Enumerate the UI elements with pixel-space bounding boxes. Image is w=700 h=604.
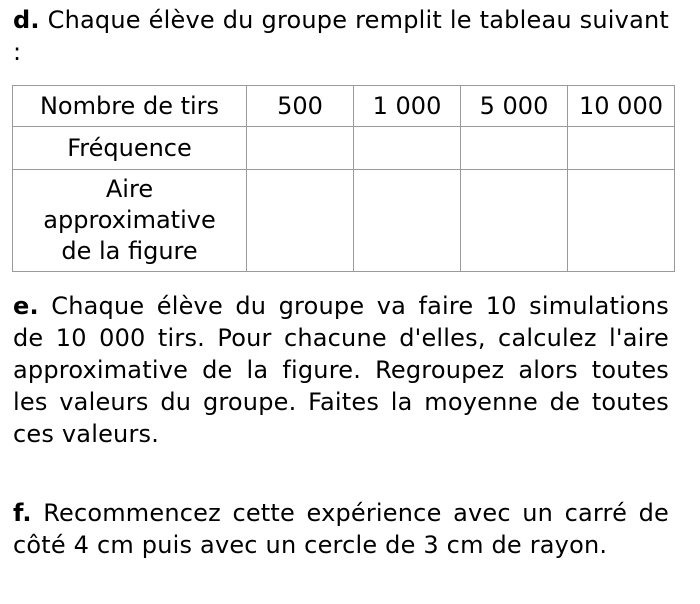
instruction-e-text: Chaque élève du groupe va faire 10 simulations de 10 000 tirs. Pour chacune d'elles, calculez l'aire approximative de la figure. Regroupez alors toutes les valeurs du groupe. Faites la moyenne de toutes ces valeurs. xyxy=(13,292,669,448)
instruction-d xyxy=(13,4,669,68)
empty-cell xyxy=(247,170,354,272)
row-label-aire-line-2: approximative xyxy=(43,206,216,234)
header-cell-5000: 5 000 xyxy=(461,86,568,127)
row-label-aire-line-1: Aire xyxy=(105,175,154,203)
marker-e: e. xyxy=(13,292,39,320)
header-label-cell: Nombre de tirs xyxy=(13,86,247,127)
empty-cell xyxy=(461,127,568,170)
empty-cell xyxy=(568,127,675,170)
header-cell-500: 500 xyxy=(247,86,354,127)
row-label-aire-line-3: de la figure xyxy=(61,237,198,265)
header-cell-1000: 1 000 xyxy=(354,86,461,127)
empty-cell xyxy=(247,127,354,170)
marker-d: d. xyxy=(13,6,40,34)
header-cell-10000: 10 000 xyxy=(568,86,675,127)
instruction-e xyxy=(13,290,669,450)
empty-cell xyxy=(354,170,461,272)
instruction-d-text: Chaque élève du groupe remplit le tableau suivant : xyxy=(13,6,669,66)
empty-cell xyxy=(354,127,461,170)
instruction-f xyxy=(13,497,669,561)
row-label-aire xyxy=(13,170,247,272)
instruction-f-text: Recommencez cette expérience avec un carré de côté 4 cm puis avec un cercle de 3 cm de rayon. xyxy=(13,499,669,559)
table-row xyxy=(13,86,675,127)
results-table xyxy=(12,85,675,272)
table-row xyxy=(13,127,675,170)
empty-cell xyxy=(568,170,675,272)
empty-cell xyxy=(461,170,568,272)
marker-f: f. xyxy=(13,499,32,527)
row-label-frequence: Fréquence xyxy=(13,127,247,170)
table-row xyxy=(13,170,675,272)
